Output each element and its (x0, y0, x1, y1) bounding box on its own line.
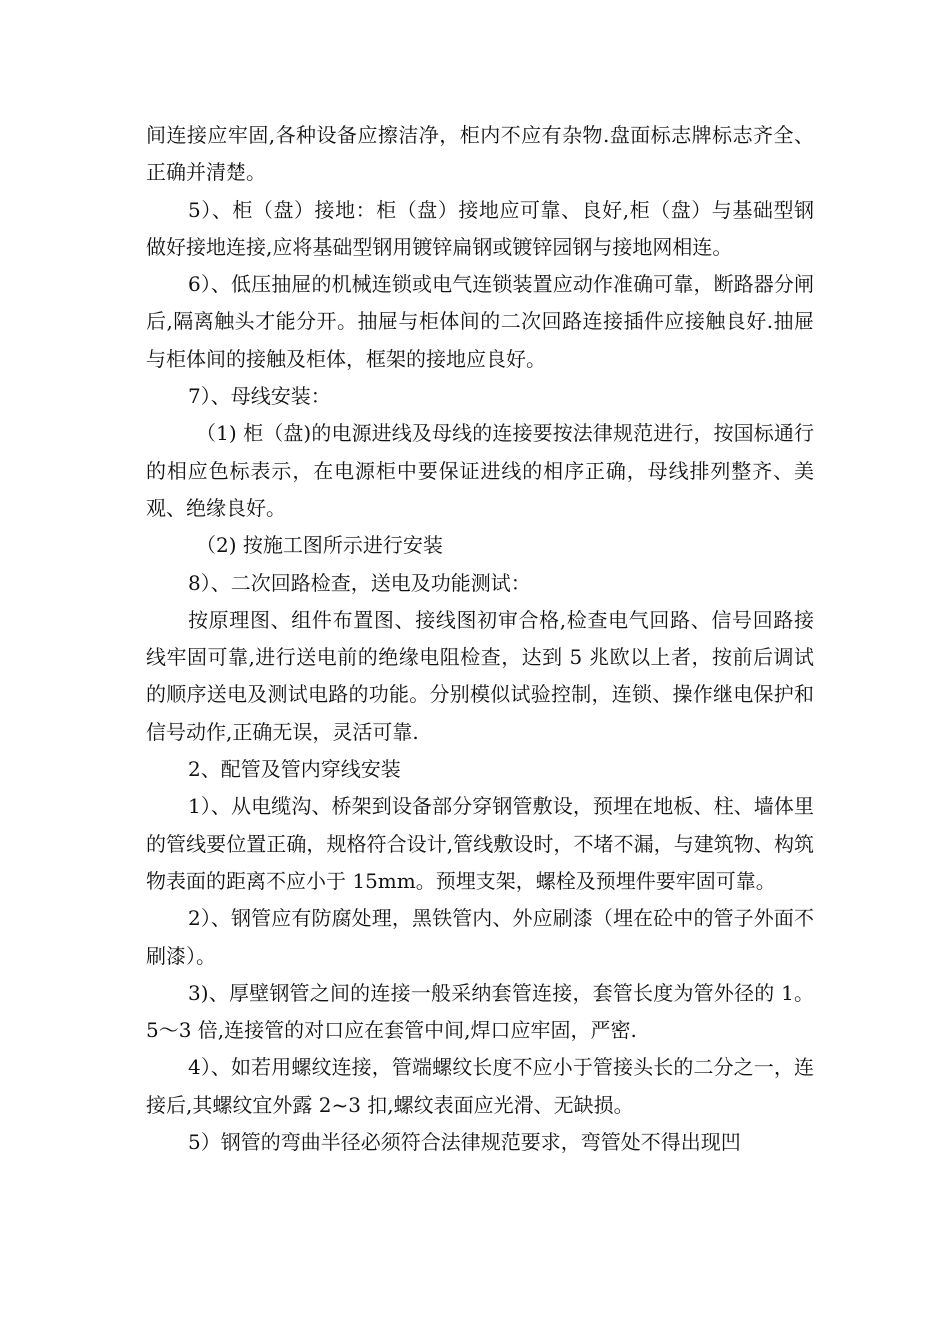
paragraph-item-8-body: 按原理图、组件布置图、接线图初审合格,检查电气回路、信号回路接线牢固可靠,进行送电前的绝缘电阻检查，达到 5 兆欧以上者，按前后调试的顺序送电及测试电路的功能。分别模似试验控制，连锁、操作继电保护和信号动作,正确无误，灵活可靠. (146, 607, 814, 744)
paragraph-item-7-busbar-heading: 7）、母线安装： (188, 384, 331, 409)
paragraph-item-5-grounding: 5）、柜（盘）接地：柜（盘）接地应可靠、良好,柜（盘）与基础型钢做好接地连接,应将基础型钢用镀锌扁钢或镀锌园钢与接地网相连。 (146, 197, 814, 259)
paragraph-item-8-heading: 8）、二次回路检查，送电及功能测试： (188, 570, 531, 595)
document-body (146, 117, 814, 1161)
paragraph-continuation: 间连接应牢固,各种设备应擦洁净，柜内不应有杂物.盘面标志牌标志齐全、正确并清楚。 (146, 123, 814, 185)
paragraph-busbar-sub-1: （1) 柜（盘)的电源进线及母线的连接要按法律规范进行，按国标通行的相应色标表示，在电源柜中要保证进线的相序正确，母线排列整齐、美观、绝缘良好。 (146, 421, 814, 520)
section-2-heading: 2、配管及管内穿线安装 (188, 757, 401, 782)
paragraph-item-6-drawer-interlock: 6）、低压抽屉的机械连锁或电气连锁装置应动作准确可靠，断路器分闸后,隔离触头才能分开。抽屉与柜体间的二次回路连接插件应接触良好.抽屉与柜体间的接触及柜体，框架的接地应良好。 (146, 272, 814, 371)
paragraph-busbar-sub-2: （2) 按施工图所示进行安装 (196, 533, 443, 558)
paragraph-conduit-1: 1）、从电缆沟、桥架到设备部分穿钢管敷设，预埋在地板、柱、墙体里的管线要位置正确，规格符合设计,管线敷设时，不堵不漏，与建筑物、构筑物表面的距离不应小于 15mm。预埋支架，螺栓及预埋件要牢固可靠。 (146, 794, 814, 893)
paragraph-conduit-3: 3)、厚壁钢管之间的连接一般采纳套管连接，套管长度为管外径的 1。5～3 倍,连接管的对口应在套管中间,焊口应牢固，严密. (146, 980, 814, 1043)
paragraph-conduit-5: 5）钢管的弯曲半径必须符合法律规范要求，弯管处不得出现凹 (188, 1130, 741, 1155)
paragraph-conduit-4: 4）、如若用螺纹连接，管端螺纹长度不应小于管接头长的二分之一，连接后,其螺纹宜外露 2~3 扣,螺纹表面应光滑、无缺损。 (146, 1055, 814, 1117)
paragraph-conduit-2: 2）、钢管应有防腐处理，黑铁管内、外应刷漆（埋在砼中的管子外面不刷漆）。 (146, 906, 814, 968)
